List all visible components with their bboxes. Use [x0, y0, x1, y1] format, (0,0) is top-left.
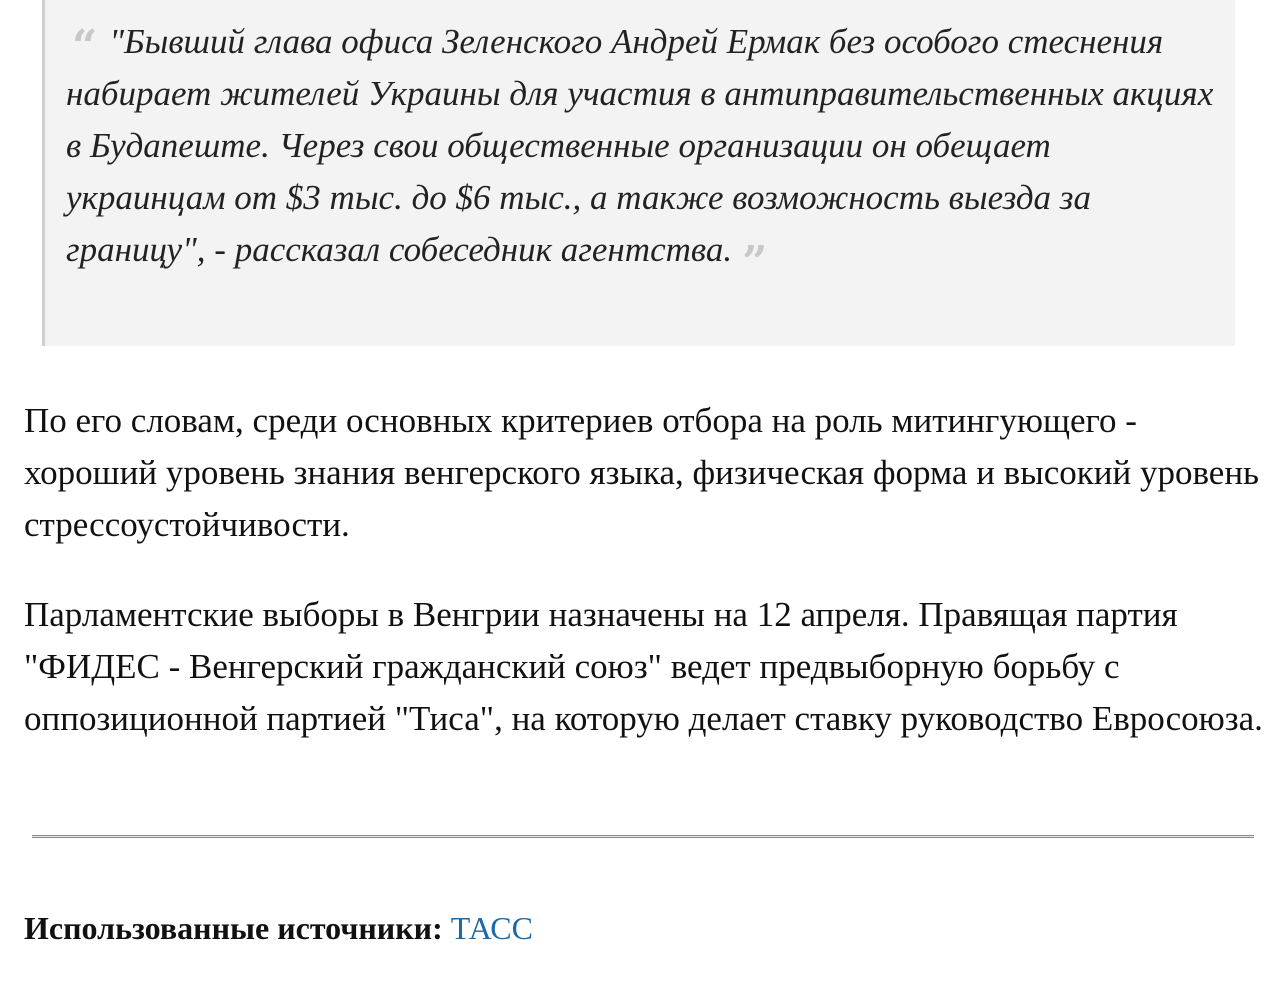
open-quote-icon: “ [72, 21, 98, 72]
article-paragraph-2: Парламентские выборы в Венгрии назначены на 12 апреля. Правящая партия "ФИДЕС - Венгерский гражданский союз" ведет предвыборную борьбу с оппозиционной партией "Тиса", на которую делает ставку руководство Евросоюза. [24, 595, 1263, 738]
section-divider [32, 835, 1254, 838]
article-paragraph-1: По его словам, среди основных критериев отбора на роль митингующего - хороший уровень знания венгерского языка, физическая форма и высокий уровень стрессоустойчивости. [24, 401, 1260, 544]
source-link-tass[interactable]: ТАСС [450, 910, 533, 946]
blockquote [42, 0, 1235, 346]
sources-label: Использованные источники: [24, 910, 443, 946]
close-quote-icon: ” [742, 237, 768, 288]
blockquote-text-container [66, 16, 1216, 288]
blockquote-text: "Бывший глава офиса Зеленского Андрей Ермак без особого стеснения набирает жителей Украины для участия в антиправительственных акциях в Будапеште. Через свои общественные организации он обещает украинцам от $3 тыс. до $6 тыс., а также возможность выезда за границу", - рассказал собеседник агентства. [66, 22, 1214, 269]
sources-line [24, 905, 533, 951]
